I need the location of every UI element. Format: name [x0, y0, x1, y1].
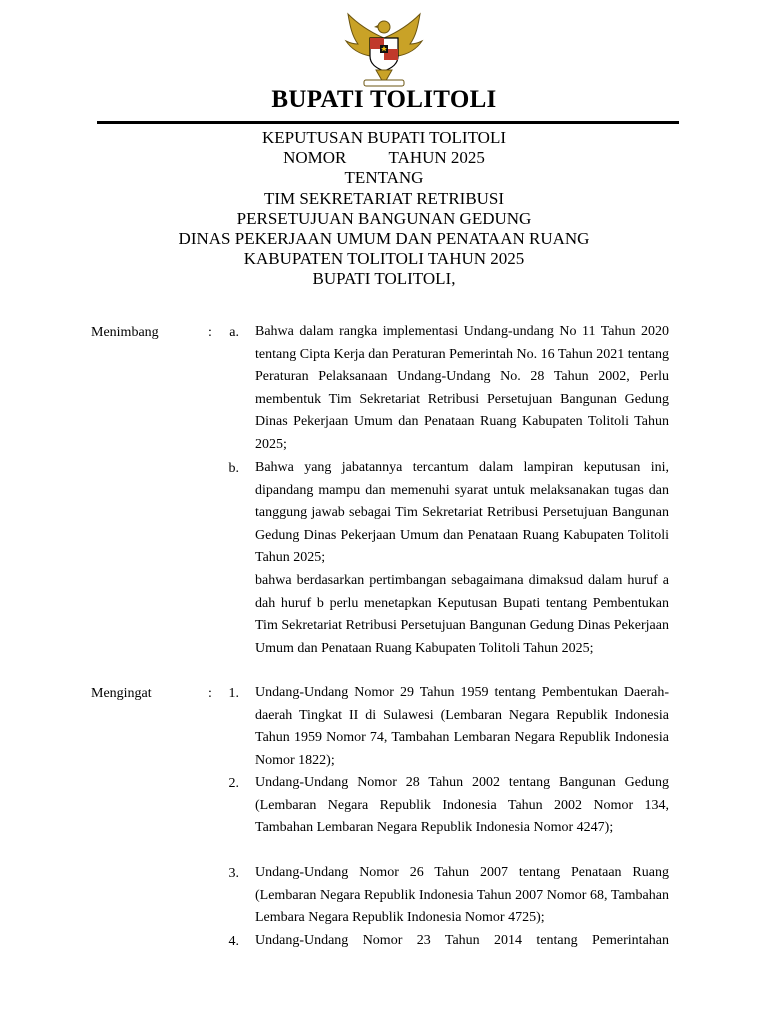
heading-line: TENTANG — [344, 168, 424, 188]
mengingat-item-text: Undang-Undang Nomor 23 Tahun 2014 tentang Pemerintahan — [255, 933, 669, 948]
garuda-emblem-icon — [336, 10, 432, 90]
mengingat-item-marker: 4. — [228, 934, 239, 949]
heading-line: NOMOR TAHUN 2025 — [283, 148, 485, 168]
mengingat-item-text: Undang-Undang Nomor 28 Tahun 2002 tentang Bangunan Gedung (Lembaran Negara Republik Indonesia Tahun 2002 Nomor 134, Tambahan Lembaran Negara Republik Indonesia Nomor 4247); — [255, 775, 669, 836]
heading-line: KEPUTUSAN BUPATI TOLITOLI — [261, 128, 506, 147]
menimbang-label: Menimbang — [91, 325, 159, 340]
header-title: BUPATI TOLITOLI — [271, 86, 497, 113]
heading-line: DINAS PEKERJAAN UMUM DAN PENATAAN RUANG — [178, 228, 590, 248]
heading-line: KABUPATEN TOLITOLI TAHUN 2025 — [243, 249, 525, 269]
mengingat-item-marker: 1. — [228, 686, 239, 701]
mengingat-label: Mengingat — [91, 686, 152, 701]
mengingat-item-marker: 3. — [228, 866, 239, 881]
heading-line: BUPATI TOLITOLI, — [312, 269, 456, 289]
heading-line: PERSETUJUAN BANGUNAN GEDUNG — [236, 208, 532, 228]
mengingat-item-text: Undang-Undang Nomor 26 Tahun 2007 tentang Penataan Ruang (Lembaran Negara Republik Indonesia Tahun 2007 Nomor 68, Tambahan Lembara Negara Republik Indonesia Nomor 4725); — [255, 865, 669, 926]
decree-heading — [0, 128, 768, 290]
mengingat-item-text: Undang-Undang Nomor 29 Tahun 1959 tentang Pembentukan Daerah-daerah Tingkat II di Sulawesi (Lembaran Negara Republik Indonesia Tahun 1959 Nomor 74, Tambahan Lembaran Negara Republik Indonesia Nomor 1822); — [255, 685, 669, 768]
header-divider — [97, 121, 679, 124]
mengingat-item-marker: 2. — [228, 776, 239, 791]
menimbang-item-text: Bahwa yang jabatannya tercantum dalam lampiran keputusan ini, dipandang mampu dan memenuhi syarat untuk melaksanakan tugas dan tanggung jawab sebagai Tim Sekretariat Retribusi Persetujuan Bangunan Gedung Dinas Pekerjaan Umum dan Penataan Ruang Kabupaten Tolitoli Tahun 2025; — [255, 460, 669, 566]
menimbang-item-marker: a. — [229, 325, 239, 340]
mengingat-colon: : — [208, 686, 212, 701]
heading-line: TIM SEKRETARIAT RETRIBUSI — [263, 188, 505, 208]
menimbang-item-text: Bahwa dalam rangka implementasi Undang-undang No 11 Tahun 2020 tentang Cipta Kerja dan Peraturan Pemerintah No. 16 Tahun 2021 tentang Peraturan Pelaksanaan Undang-Undang No. 28 Tahun 2002, Perlu membentuk Tim Sekretariat Retribusi Persetujuan Bangunan Gedung Dinas Pekerjaan Umum dan Penataan Ruang Kabupaten Tolitoli Tahun 2025; — [255, 324, 669, 452]
menimbang-item-text: bahwa berdasarkan pertimbangan sebagaimana dimaksud dalam huruf a dah huruf b perlu menetapkan Keputusan Bupati tentang Pembentukan Tim Sekretariat Retribusi Persetujuan Bangunan Gedung Dinas Pekerjaan Umum dan Penataan Ruang Kabupaten Tolitoli Tahun 2025; — [255, 573, 669, 656]
menimbang-colon: : — [208, 325, 212, 340]
menimbang-item-marker: b. — [228, 461, 239, 476]
